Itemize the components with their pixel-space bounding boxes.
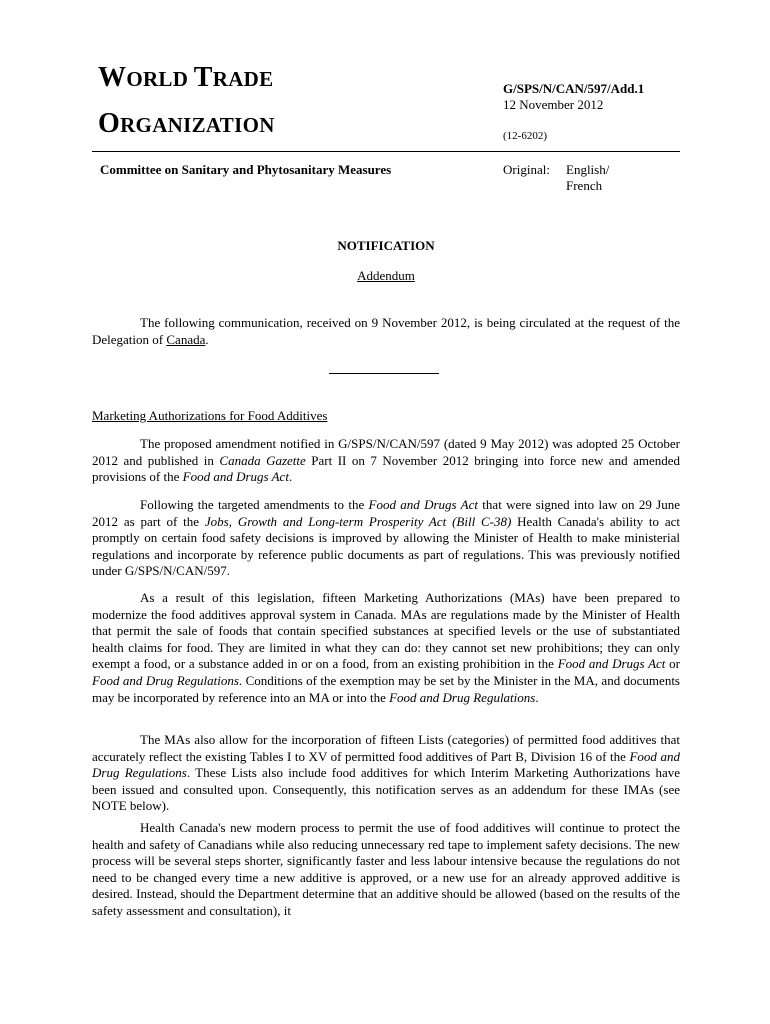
org-word-trade: RADE (212, 67, 274, 91)
document-symbol: G/SPS/N/CAN/597/Add.1 (503, 81, 645, 96)
org-initial-t: T (193, 62, 213, 93)
language-french: French (566, 178, 603, 193)
section-heading: Marketing Authorizations for Food Additives (92, 408, 328, 423)
org-word-organization: RGANIZATION (120, 113, 275, 137)
org-name-line2 (98, 108, 275, 140)
document-date: 12 November 2012 (503, 97, 604, 112)
paragraph-4: The MAs also allow for the incorporation of fifteen Lists (categories) of permitted food additives that accurately reflect the existing Tables I to XV of permitted food additives of Part B, Division 16 of the Food and Drug Regulations. These Lists also include food additives for which Interim Marketing Authorizations have been issued and consulted upon. Consequently, this notification serves as an addendum for these IMAs (see NOTE below). (92, 732, 680, 814)
original-languages (566, 162, 609, 194)
section-separator (329, 373, 439, 374)
notification-title: NOTIFICATION (337, 238, 435, 253)
paragraph-3: As a result of this legislation, fifteen Marketing Authorizations (MAs) have been prepared to modernize the food additives approval system in Canada. MAs are regulations made by the Minister of Health that permit the sale of foods that contain specified substances at specified levels or the use of substantiated health claims for food. They are limited in what they can do: they cannot set new prohibitions; they can only exempt a food, or a substance added in or on a food, from an existing prohibition in the Food and Drugs Act or Food and Drug Regulations. Conditions of the exemption may be set by the Minister in the MA, and documents may be incorporated by reference into an MA or into the Food and Drug Regulations. (92, 590, 680, 705)
intro-paragraph: The following communication, received on 9 November 2012, is being circulated at the request of the Delegation of Canada. (92, 315, 680, 347)
paragraph-5: Health Canada's new modern process to permit the use of food additives will continue to protect the health and safety of Canadians while also reducing unnecessary red tape to implement safety decisions. The new process will be several steps shorter, significantly faster and less labour intensive because the regulations do not need to be changed every time a new additive is approved, or a new use for an already approved additive is desired. Instead, should the Department determine that an additive should be allowed (based on the results of the safety assessment and consultation), it (92, 820, 680, 918)
addendum-subtitle: Addendum (357, 268, 415, 283)
org-initial-o: O (98, 108, 121, 139)
header-divider (92, 151, 680, 152)
paragraph-1: The proposed amendment notified in G/SPS/N/CAN/597 (dated 9 May 2012) was adopted 25 October 2012 and published in Canada Gazette Part II on 7 November 2012 bringing into force new and amended provisions of the Food and Drugs Act. (92, 436, 680, 485)
paragraph-2: Following the targeted amendments to the Food and Drugs Act that were signed into law on 29 June 2012 as part of the Jobs, Growth and Long-term Prosperity Act (Bill C-38) Health Canada's ability to act promptly on certain food safety decisions is improved by allowing the Minister of Health to make ministerial regulations and incorporate by reference public documents as part of regulations. This was previously notified under G/SPS/N/CAN/597. (92, 497, 680, 579)
committee-name: Committee on Sanitary and Phytosanitary Measures (100, 162, 392, 177)
original-label: Original: (503, 162, 550, 177)
org-name-line1 (98, 62, 273, 94)
org-initial-w: W (98, 62, 127, 93)
org-word-world: ORLD (126, 67, 194, 91)
language-english: English/ (566, 162, 610, 177)
country-name: Canada (166, 331, 206, 347)
document-number: (12-6202) (503, 130, 547, 142)
